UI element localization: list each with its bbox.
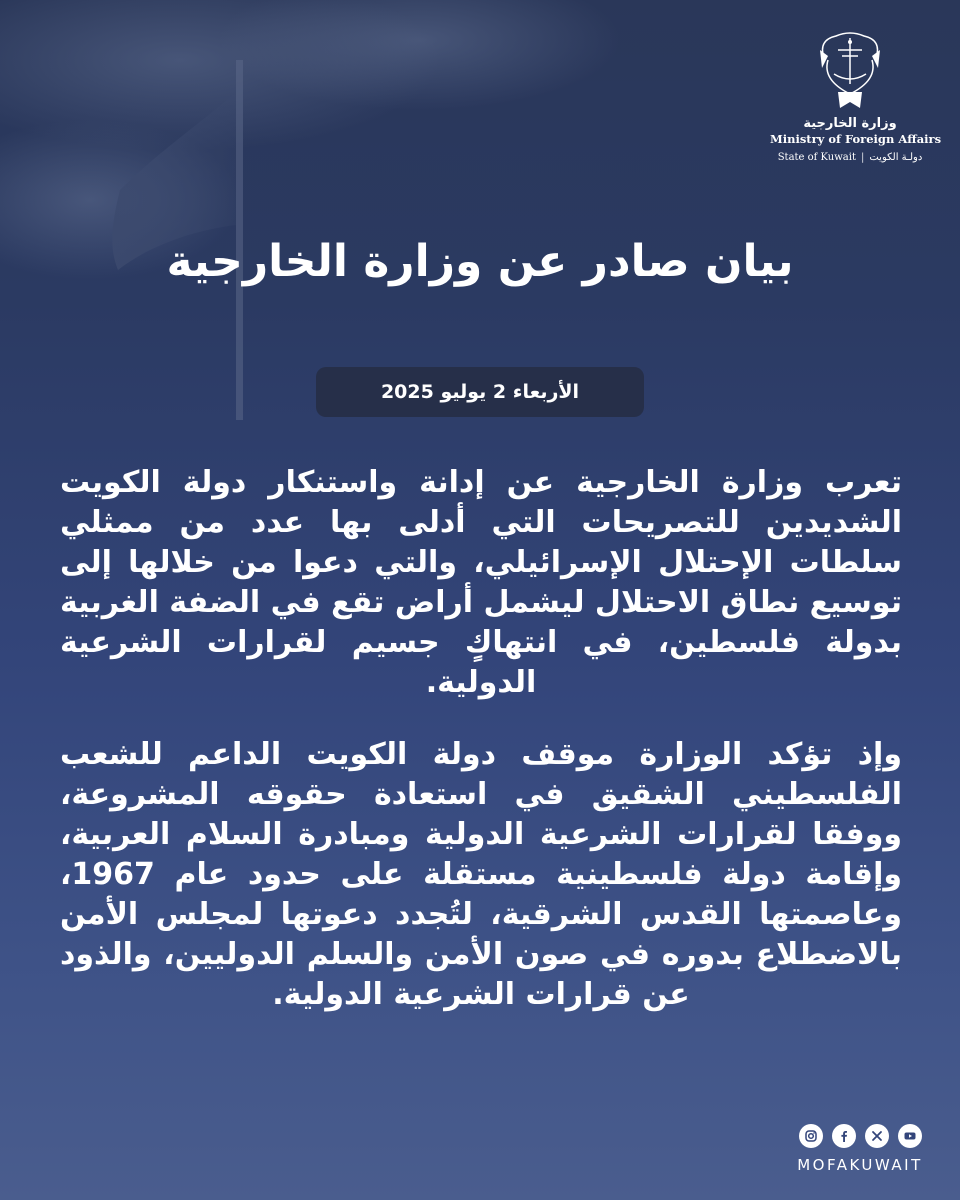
x-icon[interactable] (865, 1124, 889, 1148)
state-separator: | (860, 152, 865, 163)
social-handle[interactable]: MOFAKUWAIT (797, 1156, 923, 1174)
ministry-name-english: Ministry of Foreign Affairs (770, 132, 942, 146)
date-text: الأربعاء 2 يوليو 2025 (380, 381, 580, 403)
state-name-arabic: دولـة الكويت (869, 152, 923, 163)
statement-paragraph-2: وإذ تؤكد الوزارة موقف دولة الكويت الداعم للشعب الفلسطيني الشقيق في استعادة حقوقه المشروعة، ووفقا لقرارات الشرعية الدولية ومبادرة السلام العربية، وإقامة دولة فلسطينية مستقلة على حدود عام 1967، وعاصمتها القدس الشرقية، لتُجدد دعوتها لمجلس الأمن بالاضطلاع بدوره في صون الأمن والسلم الدوليين، والذود عن قرارات الشرعية الدولية. (60, 737, 902, 1012)
social-footer (790, 1124, 930, 1174)
ministry-logo (770, 28, 942, 163)
kuwait-emblem-icon (814, 28, 886, 112)
statement-body (60, 463, 902, 1015)
statement-paragraph-1: تعرب وزارة الخارجية عن إدانة واستنكار دولة الكويت الشديدين للتصريحات التي أدلى بها عدد من ممثلي سلطات الإحتلال الإسرائيلي، والتي دعوا من خلالها إلى توسيع نطاق الاحتلال ليشمل أراض تقع في الضفة الغربية بدولة فلسطين، في انتهاكٍ جسيم لقرارات الشرعية الدولية. (60, 465, 902, 700)
page-title: بيان صادر عن وزارة الخارجية (166, 236, 794, 287)
ministry-name-arabic: وزارة الخارجية (803, 116, 897, 131)
facebook-icon[interactable] (832, 1124, 856, 1148)
youtube-icon[interactable] (898, 1124, 922, 1148)
state-name-english: State of Kuwait (777, 152, 856, 163)
instagram-icon[interactable] (799, 1124, 823, 1148)
date-badge (316, 367, 644, 417)
state-label (770, 152, 930, 163)
